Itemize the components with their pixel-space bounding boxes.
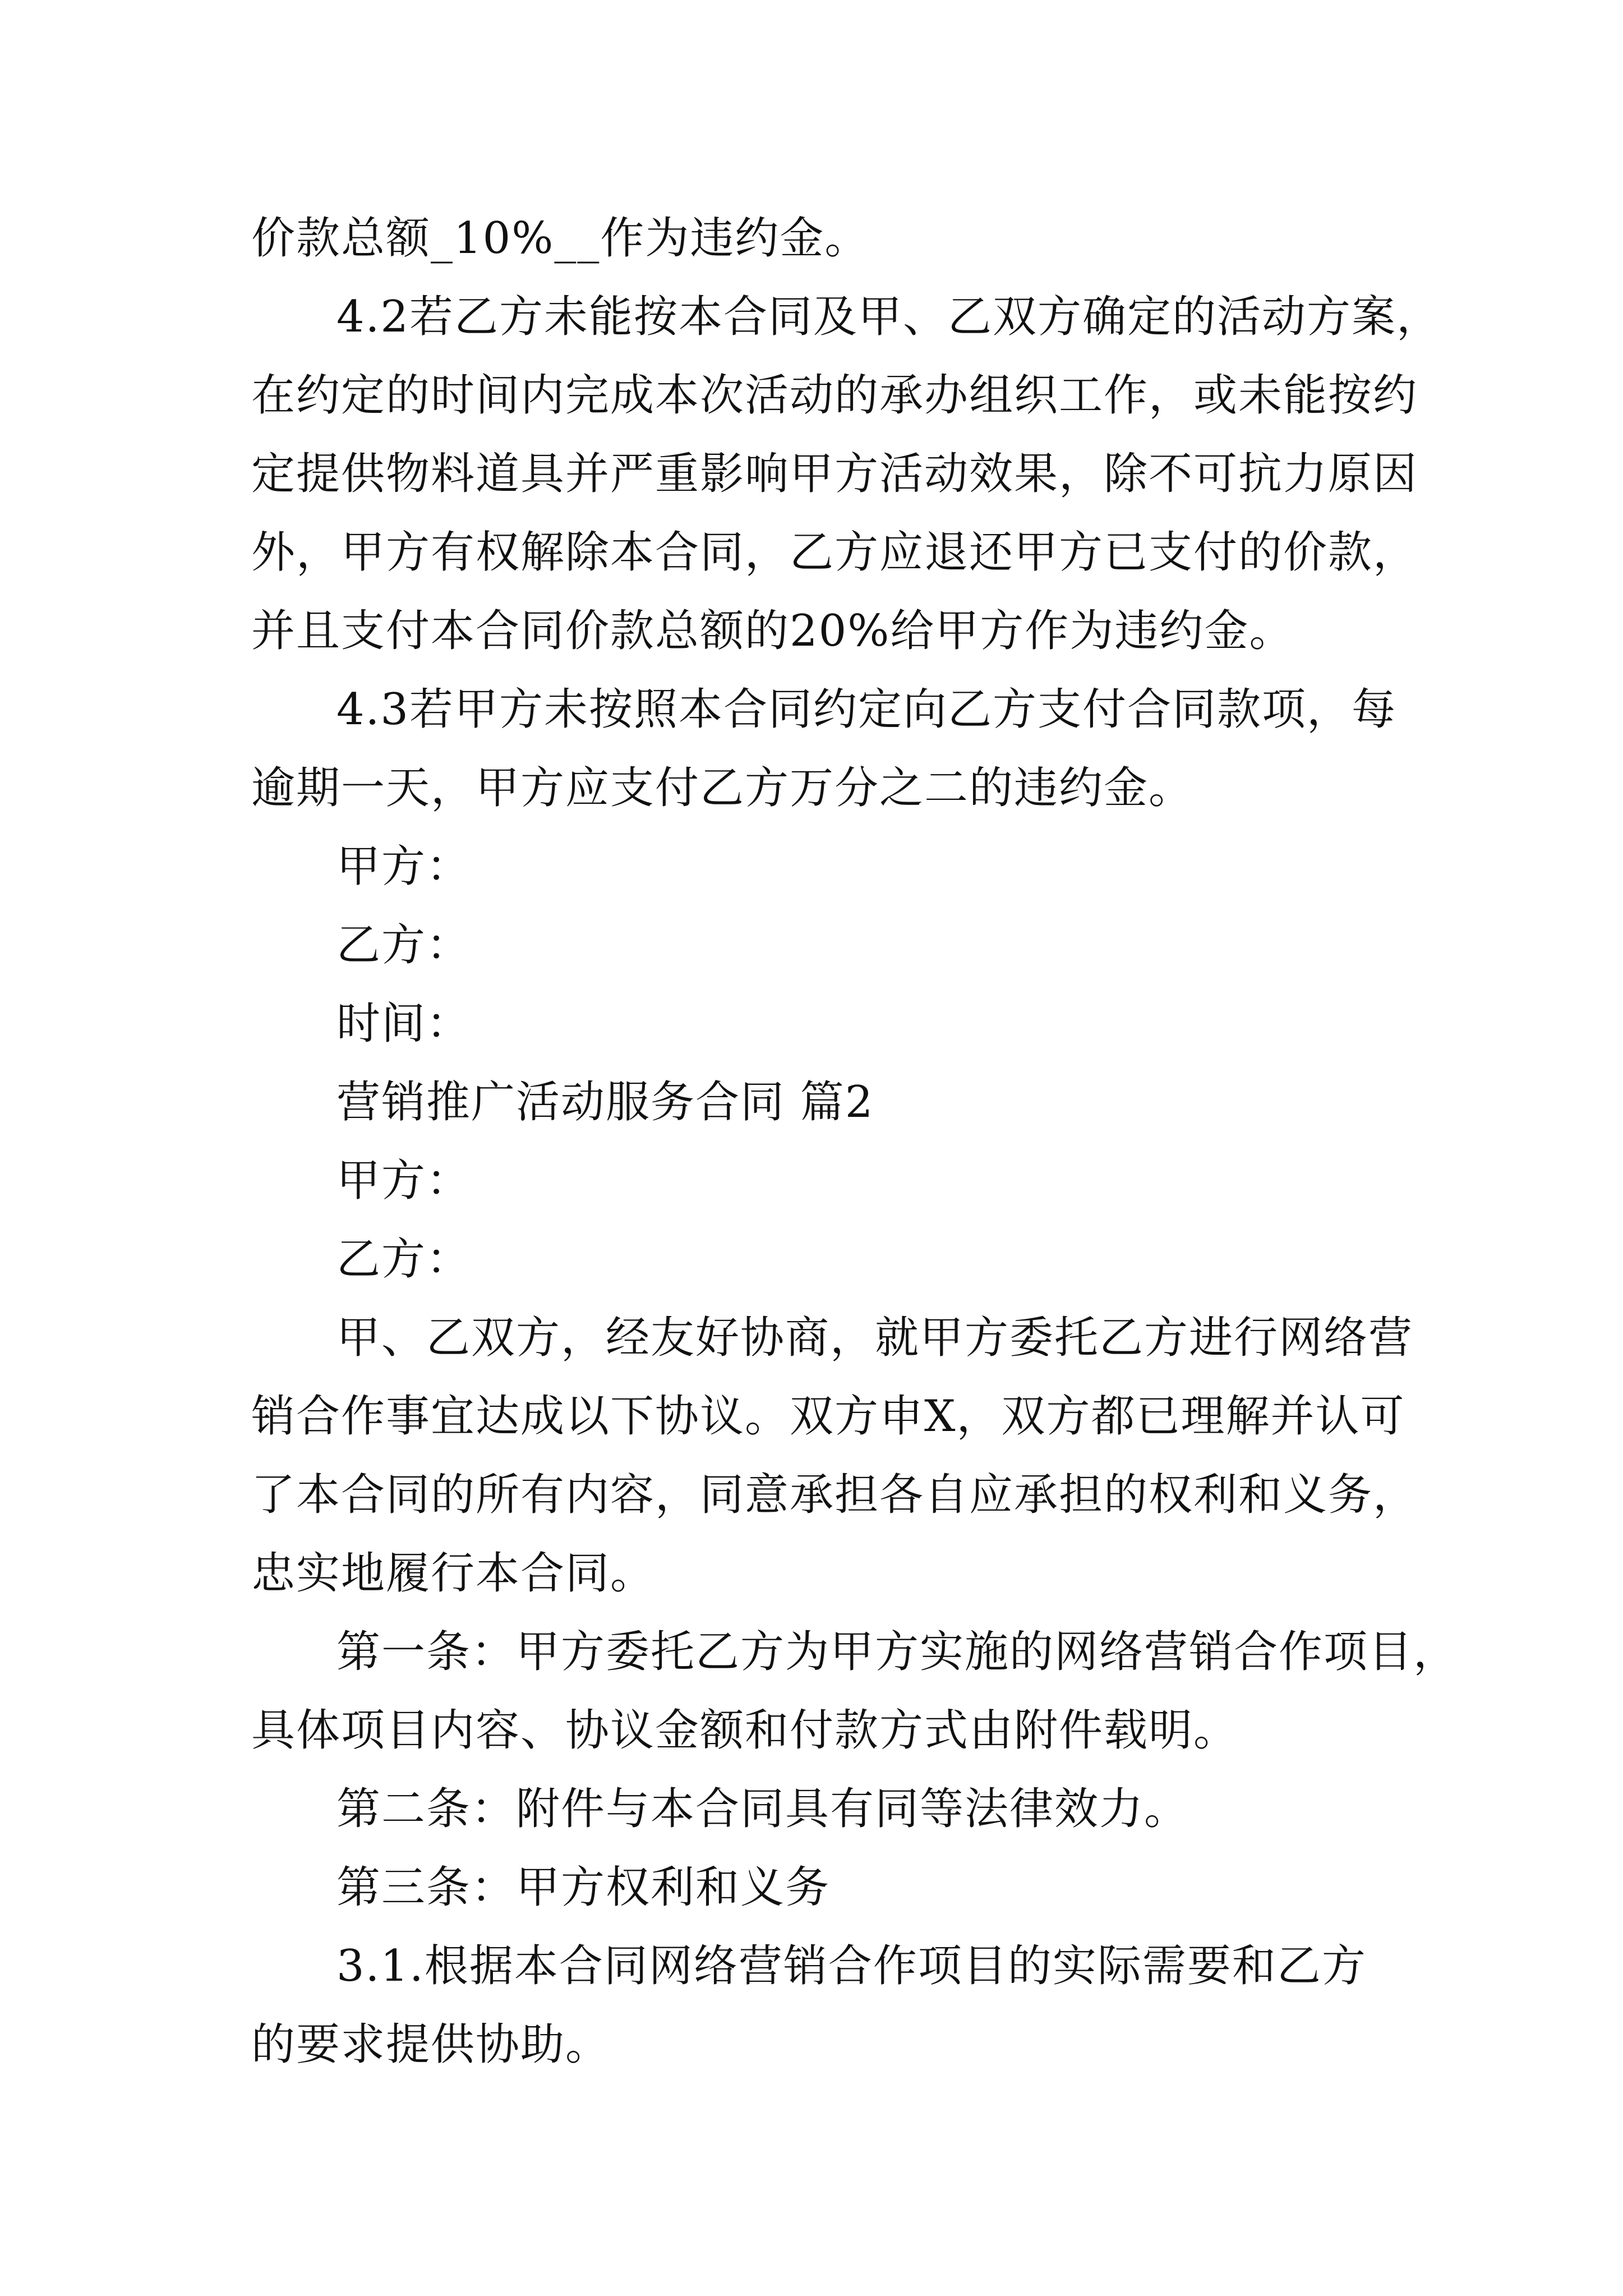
party-a-label: 甲方： <box>336 1156 472 1206</box>
signature-party-a-label: 甲方： <box>336 841 472 892</box>
text-line: 销合作事宜达成以下协议。双方申X，双方都已理解并认可 <box>251 1391 1405 1442</box>
signature-date-label: 时间： <box>336 999 472 1049</box>
text-line: 忠实地履行本合同。 <box>251 1548 656 1599</box>
text-line: 价款总额_10%__作为违约金。 <box>251 213 870 264</box>
article-2: 第二条：附件与本合同具有同等法律效力。 <box>336 1784 1189 1834</box>
text-line: 4.3若甲方未按照本合同约定向乙方支付合同款项，每 <box>336 684 1397 735</box>
clause-3-1: 3.1.根据本合同网络营销合作项目的实际需要和乙方 <box>336 1941 1367 1991</box>
text-line: 的要求提供协助。 <box>251 2019 611 2070</box>
text-line: 并且支付本合同价款总额的20%给甲方作为违约金。 <box>251 606 1294 656</box>
text-line: 了本合同的所有内容，同意承担各自应承担的权利和义务， <box>251 1470 1418 1520</box>
text-line: 外，甲方有权解除本合同，乙方应退还甲方已支付的价款， <box>251 527 1418 578</box>
signature-party-b-label: 乙方： <box>336 920 472 970</box>
party-b-label: 乙方： <box>336 1234 472 1285</box>
text-line: 4.2若乙方未能按本合同及甲、乙双方确定的活动方案， <box>336 292 1442 342</box>
text-line: 在约定的时间内完成本次活动的承办组织工作，或未能按约 <box>251 370 1418 421</box>
text-line: 甲、乙双方，经友好协商，就甲方委托乙方进行网络营 <box>336 1313 1414 1363</box>
text-line: 逾期一天，甲方应支付乙方万分之二的违约金。 <box>251 763 1194 813</box>
text-line: 具体项目内容、协议金额和付款方式由附件载明。 <box>251 1705 1239 1756</box>
article-1: 第一条：甲方委托乙方为甲方实施的网络营销合作项目， <box>336 1627 1459 1677</box>
section-heading: 营销推广活动服务合同 篇2 <box>336 1077 874 1128</box>
text-line: 定提供物料道具并严重影响甲方活动效果，除不可抗力原因 <box>251 449 1418 499</box>
article-3: 第三条：甲方权利和义务 <box>336 1862 831 1913</box>
